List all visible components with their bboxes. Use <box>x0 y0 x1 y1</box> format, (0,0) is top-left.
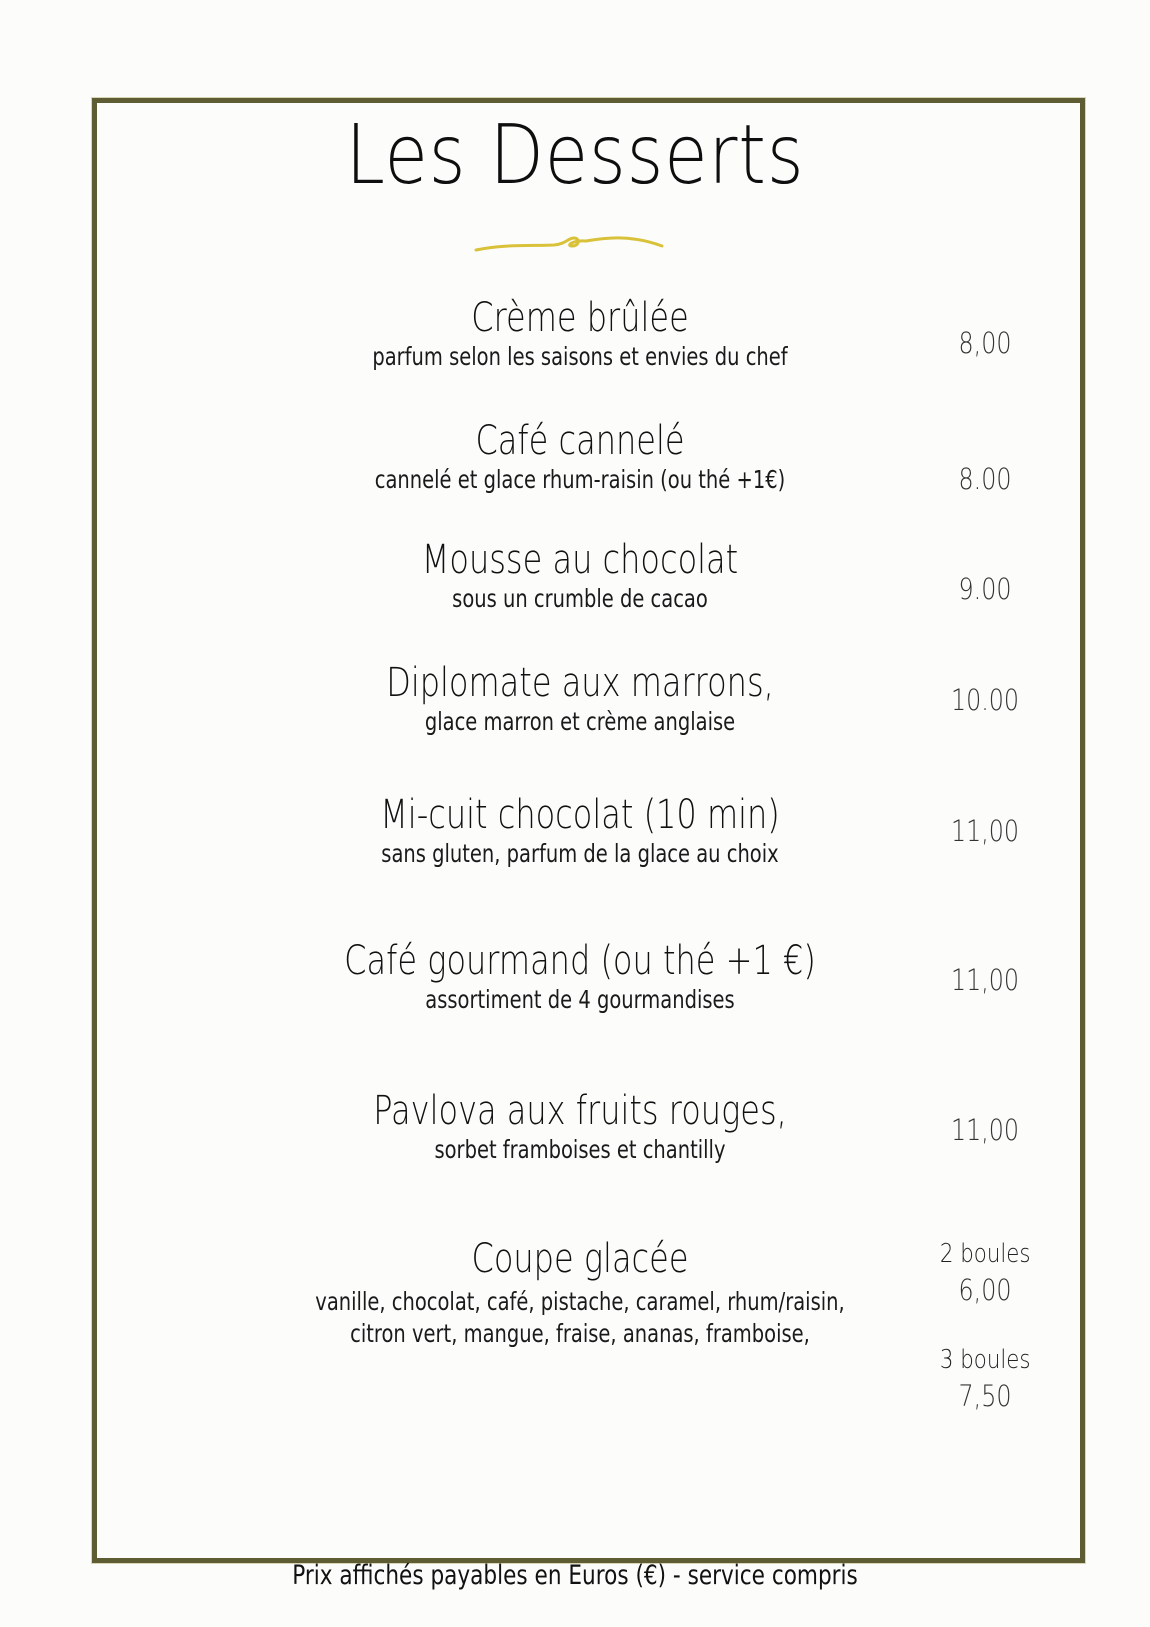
price-option-value: 6,00 <box>958 1273 1012 1307</box>
item-price: 9.00 <box>958 572 1012 606</box>
menu-item <box>250 418 910 496</box>
item-name: Mousse au chocolat <box>421 537 739 583</box>
item-price: 8,00 <box>958 326 1012 360</box>
price-option <box>940 1342 1030 1414</box>
item-price: 8.00 <box>958 462 1012 496</box>
menu-item <box>250 295 910 373</box>
item-name: Café gourmand (ou thé +1 €) <box>344 938 816 984</box>
item-description: cannelé et glace rhum-raisin (ou thé +1€) <box>374 465 786 494</box>
menu-item <box>230 1236 930 1350</box>
item-name: Coupe glacée <box>471 1236 689 1282</box>
menu-title: Les Desserts <box>345 108 805 203</box>
item-description: sorbet framboises et chantilly <box>434 1135 726 1164</box>
menu-item <box>250 792 910 870</box>
item-name: Mi-cuit chocolat (10 min) <box>380 792 780 838</box>
price-option-value: 7,50 <box>958 1379 1012 1413</box>
item-description: assortiment de 4 gourmandises <box>425 985 735 1014</box>
item-description: parfum selon les saisons et envies du chef <box>372 342 788 371</box>
item-description: sans gluten, parfum de la glace au choix <box>381 839 779 868</box>
menu-item <box>250 537 910 615</box>
item-price: 11,00 <box>950 814 1020 848</box>
item-name: Crème brûlée <box>471 295 689 341</box>
item-price: 11,00 <box>950 963 1020 997</box>
menu-item <box>250 1088 910 1166</box>
item-description-line: vanille, chocolat, café, pistache, caramel, rhum/raisin, <box>315 1287 845 1316</box>
price-option-label: 3 boules <box>939 1345 1031 1375</box>
menu-item <box>250 938 910 1016</box>
price-option-label: 2 boules <box>939 1239 1031 1269</box>
item-price: 10.00 <box>950 683 1020 717</box>
decorative-swash-icon <box>474 232 664 258</box>
menu-item <box>250 660 910 738</box>
item-description: sous un crumble de cacao <box>452 584 708 613</box>
item-name: Café cannelé <box>475 418 685 464</box>
item-name: Pavlova aux fruits rouges, <box>373 1088 787 1134</box>
price-option <box>940 1236 1030 1308</box>
item-price: 11,00 <box>950 1113 1020 1147</box>
item-name: Diplomate aux marrons, <box>386 660 774 706</box>
footer-note: Prix affichés payables en Euros (€) - service compris <box>292 1560 858 1591</box>
item-description-line: citron vert, mangue, fraise, ananas, framboise, <box>350 1319 810 1348</box>
item-description: glace marron et crème anglaise <box>424 707 736 736</box>
